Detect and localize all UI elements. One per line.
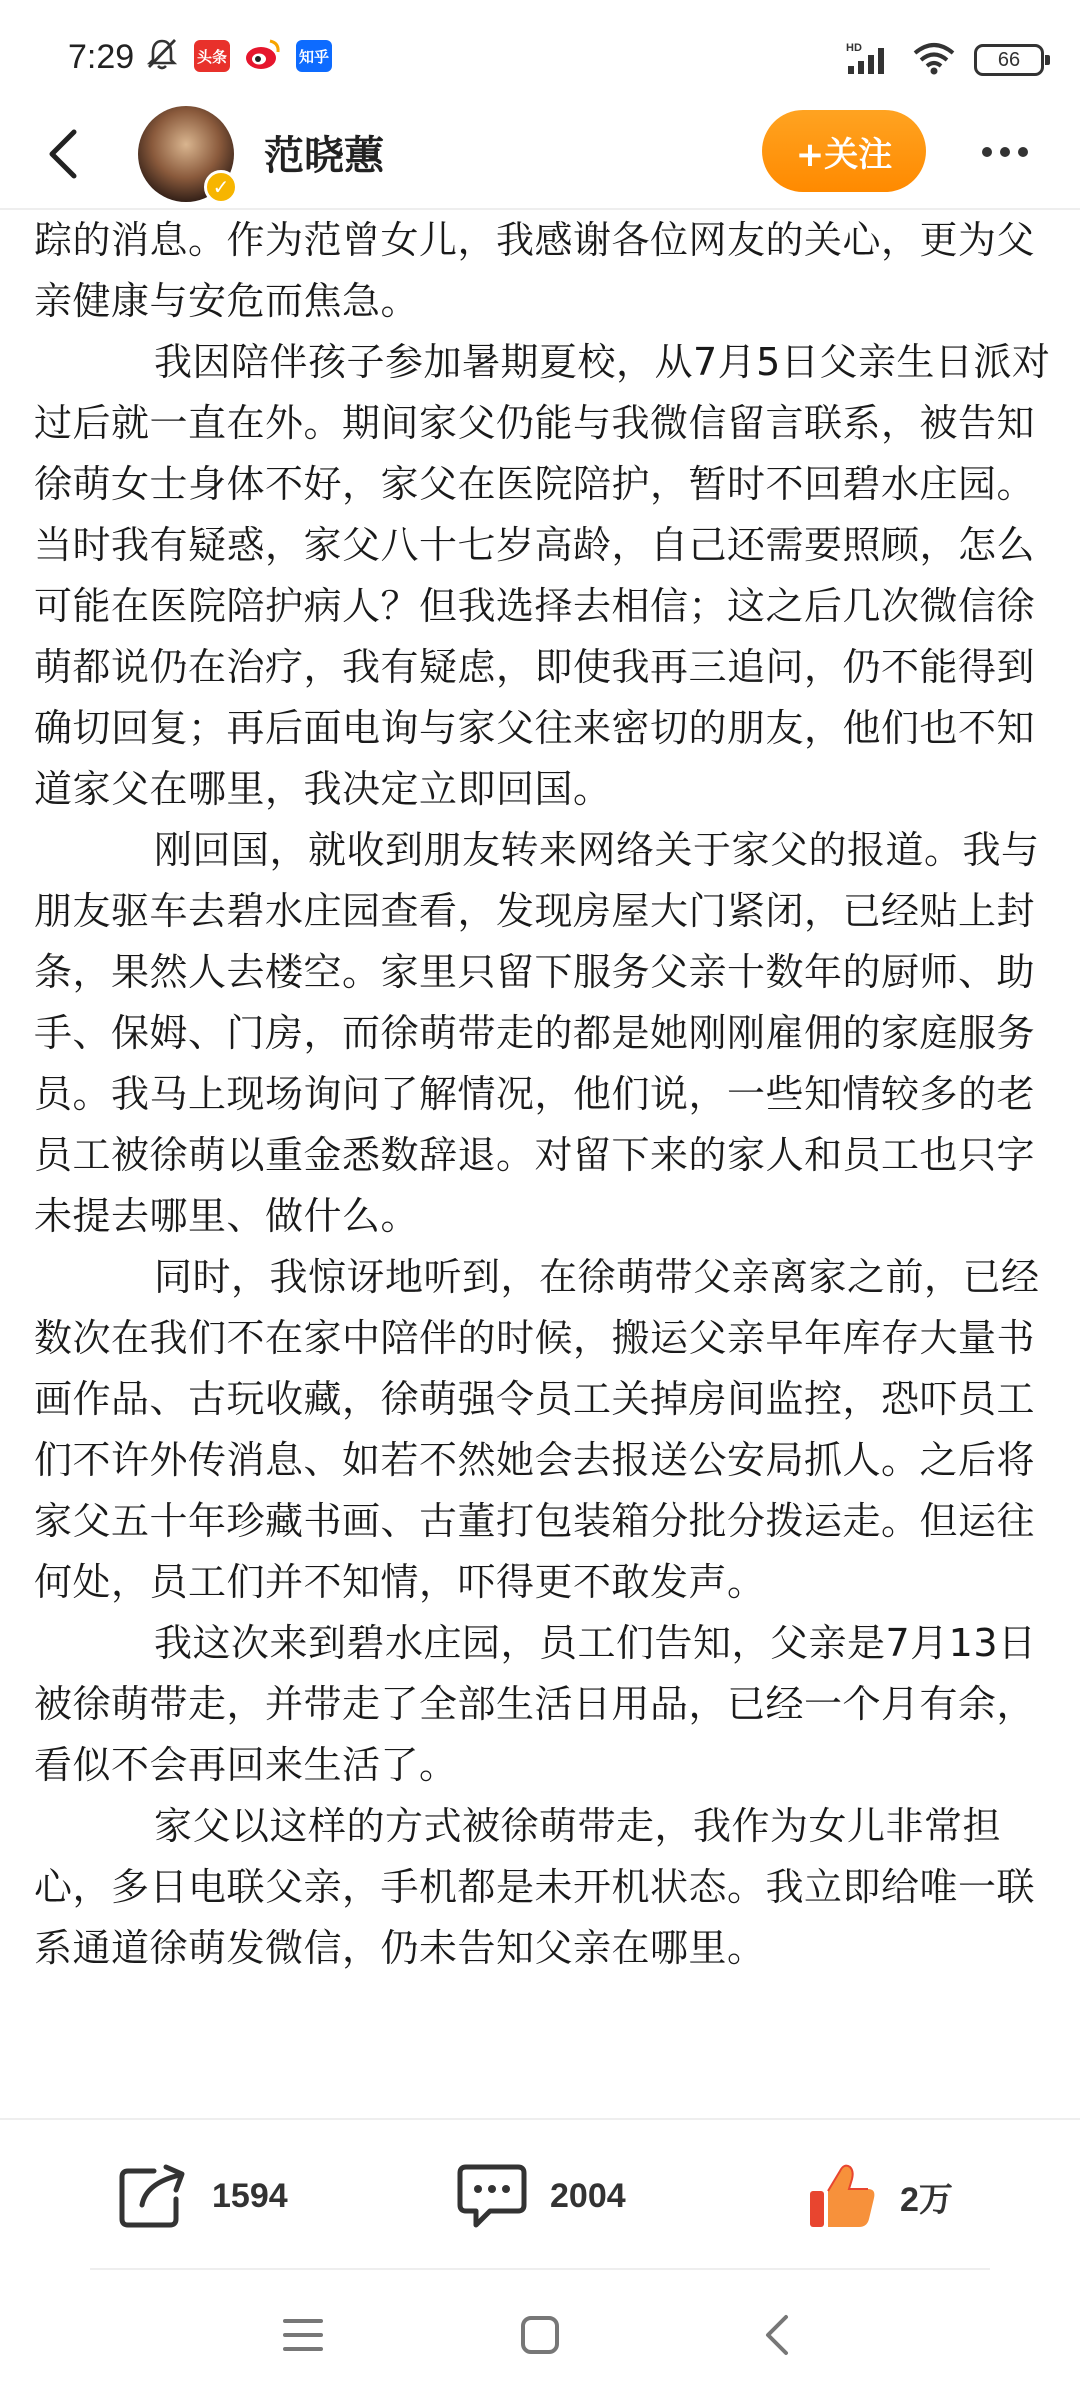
user-name[interactable]: 范晓蕙 [264, 133, 384, 179]
verified-badge-icon: ✓ [204, 170, 238, 204]
thumbs-up-icon [806, 2161, 878, 2231]
weibo-app-icon [244, 37, 282, 75]
repost-count: 1594 [212, 2176, 288, 2215]
post-action-bar [0, 2118, 1080, 2270]
comment-button[interactable] [456, 2158, 626, 2234]
profile-header [0, 100, 1080, 210]
article-paragraph: 家父以这样的方式被徐萌带走，我作为女儿非常担心，多日电联父亲，手机都是未开机状态。我立即给唯一联系通道徐萌发微信，仍未告知父亲在哪里。 [34, 1804, 1036, 1970]
home-square-icon [519, 2314, 561, 2356]
article-paragraph: 我因陪伴孩子参加暑期夏校，从7月5日父亲生日派对过后就一直在外。期间家父仍能与我微信留言联系，被告知徐萌女士身体不好，家父在医院陪护，暂时不回碧水庄园。当时我有疑惑，家父八十七岁高龄，自己还需要照顾，怎么可能在医院陪护病人？但我选择去相信；这之后几次微信徐萌都说仍在治疗，我有疑虑，即使我再三追问，仍不能得到确切回复；再后面电询与家父往来密切的朋友，他们也不知道家父在哪里，我决定立即回国。 [34, 340, 1051, 811]
back-button[interactable] [30, 122, 94, 186]
signal-icon [846, 40, 894, 80]
more-dot-icon [982, 147, 992, 157]
comment-count: 2004 [550, 2176, 626, 2215]
share-icon [118, 2163, 190, 2229]
article-paragraph: 刚回国，就收到朋友转来网络关于家父的报道。我与朋友驱车去碧水庄园查看，发现房屋大门紧闭，已经贴上封条，果然人去楼空。家里只留下服务父亲十数年的厨师、助手、保姆、门房，而徐萌带走的都是她刚刚雇佣的家庭服务员。我马上现场询问了解情况，他们说，一些知情较多的老员工被徐萌以重金悉数辞退。对留下来的家人和员工也只字未提去哪里、做什么。 [34, 828, 1040, 1238]
nav-menu-button[interactable] [268, 2300, 338, 2370]
more-dot-icon [1000, 147, 1010, 157]
chevron-left-icon [42, 126, 82, 182]
article-paragraph: 我这次来到碧水庄园，员工们告知，父亲是7月13日被徐萌带走，并带走了全部生活日用品，已经一个月有余，看似不会再回来生活了。 [34, 1621, 1037, 1787]
mute-bell-icon [144, 36, 180, 76]
like-button[interactable] [806, 2158, 953, 2234]
article-paragraph: 踪的消息。作为范曾女儿，我感谢各位网友的关心，更为父亲健康与安危而焦急。 [34, 218, 1036, 323]
follow-button[interactable]: +关注 [762, 110, 926, 192]
network-type-label: HD [846, 42, 862, 54]
menu-icon [281, 2315, 325, 2355]
like-count: 2万 [900, 2180, 953, 2219]
post-article [34, 210, 1054, 2115]
status-time: 7:29 [68, 38, 135, 76]
nav-home-button[interactable] [505, 2300, 575, 2370]
zhihu-app-icon: 知乎 [296, 40, 332, 72]
status-notification-icons [144, 36, 332, 76]
wifi-icon [912, 41, 956, 79]
more-dot-icon [1018, 147, 1028, 157]
system-status-icons [846, 40, 1044, 80]
toutiao-app-icon: 头条 [194, 40, 230, 72]
repost-button[interactable] [118, 2158, 288, 2234]
article-paragraph: 同时，我惊讶地听到，在徐萌带父亲离家之前，已经数次在我们不在家中陪伴的时候，搬运父亲早年库存大量书画作品、古玩收藏，徐萌强令员工关掉房间监控，恐吓员工们不许外传消息、如若不然她会去报送公安局抓人。之后将家父五十年珍藏书画、古董打包装箱分批分拨运走。但运往何处，员工们并不知情，吓得更不敢发声。 [34, 1255, 1040, 1604]
battery-indicator: 66 [974, 44, 1044, 76]
comment-icon [456, 2163, 528, 2229]
status-bar [0, 0, 1080, 110]
nav-back-button[interactable] [742, 2300, 812, 2370]
avatar[interactable] [138, 106, 234, 202]
system-navigation-bar [0, 2270, 1080, 2400]
more-options-button[interactable] [970, 122, 1040, 182]
chevron-left-icon [762, 2313, 792, 2357]
